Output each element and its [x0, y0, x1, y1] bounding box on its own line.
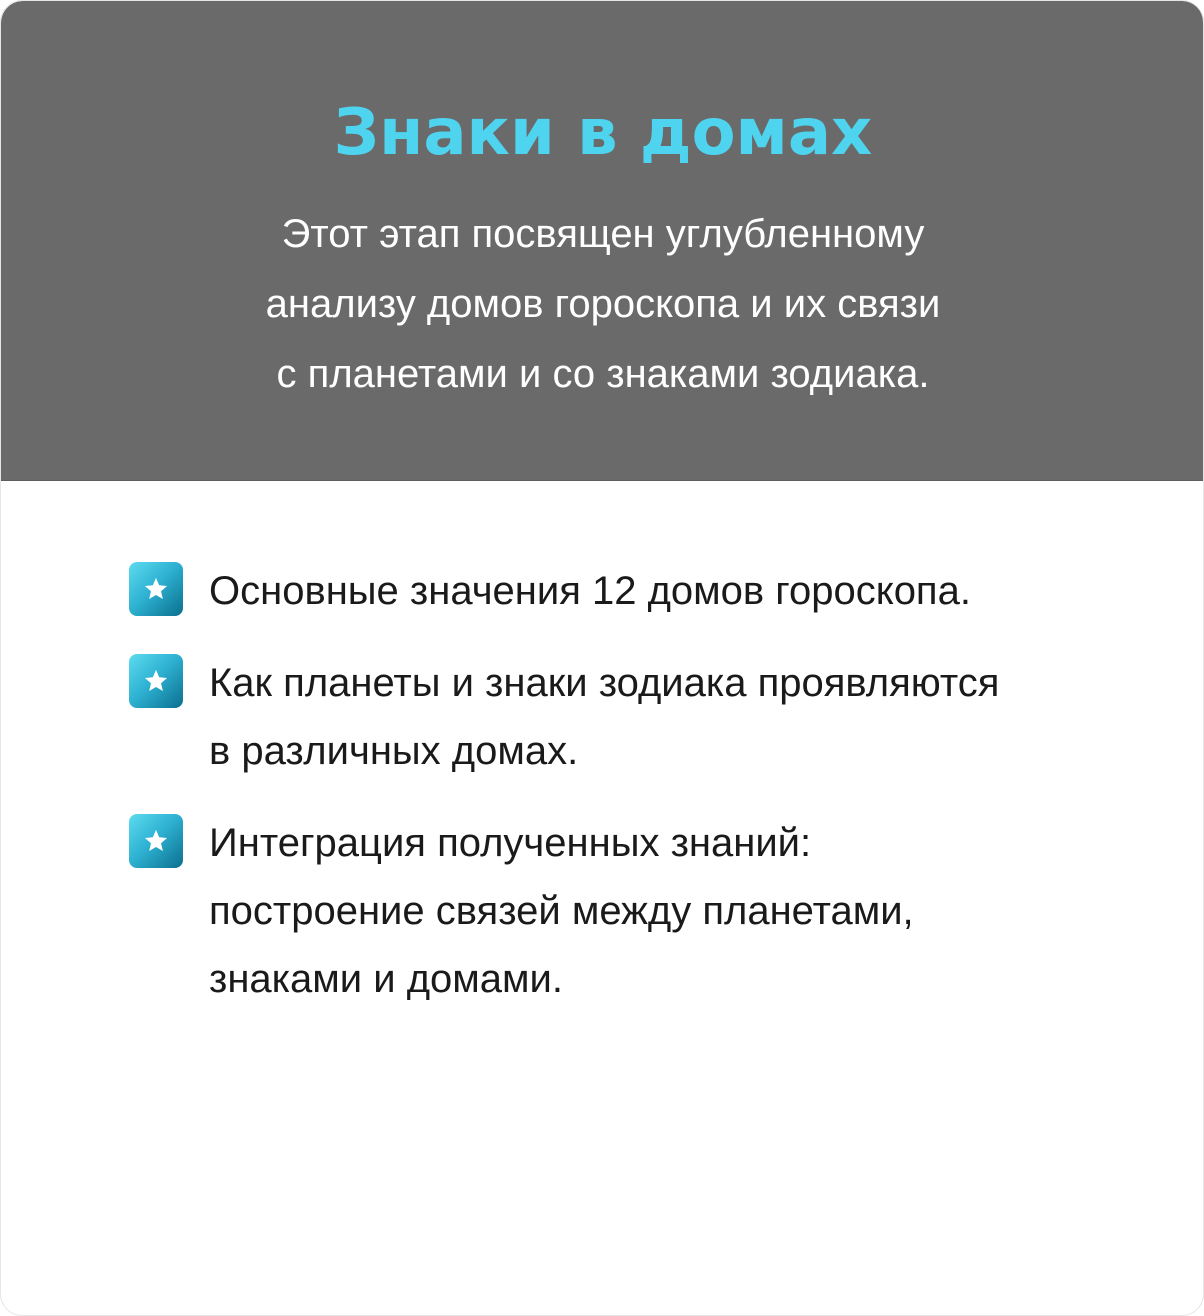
subtitle-line: Этот этап посвящен углубленному	[281, 212, 925, 256]
list-item	[129, 557, 1139, 625]
list-item	[129, 649, 1139, 785]
list-item-text	[209, 557, 1139, 625]
list-item-line: Основные значения 12 домов гороскопа.	[209, 569, 971, 613]
list-item-line: построение связей между планетами,	[209, 889, 914, 933]
subtitle-line: анализу домов гороскопа и их связи	[265, 282, 941, 326]
star-icon	[129, 814, 183, 868]
card-header	[1, 1, 1204, 481]
list-item-text	[209, 649, 1139, 785]
card-subtitle	[151, 199, 1055, 409]
star-icon	[129, 562, 183, 616]
list-item-line: Интеграция полученных знаний:	[209, 821, 812, 865]
card-title: Знаки в домах	[333, 96, 873, 170]
subtitle-line: с планетами и со знаками зодиака.	[276, 352, 930, 396]
list-item-text	[209, 809, 1139, 1013]
list-item-line: знаками и домами.	[209, 957, 564, 1001]
list-item-line: в различных домах.	[209, 729, 579, 773]
list-item	[129, 809, 1139, 1013]
feature-list	[129, 557, 1139, 1037]
list-item-line: Как планеты и знаки зодиака проявляются	[209, 661, 1000, 705]
star-icon	[129, 654, 183, 708]
